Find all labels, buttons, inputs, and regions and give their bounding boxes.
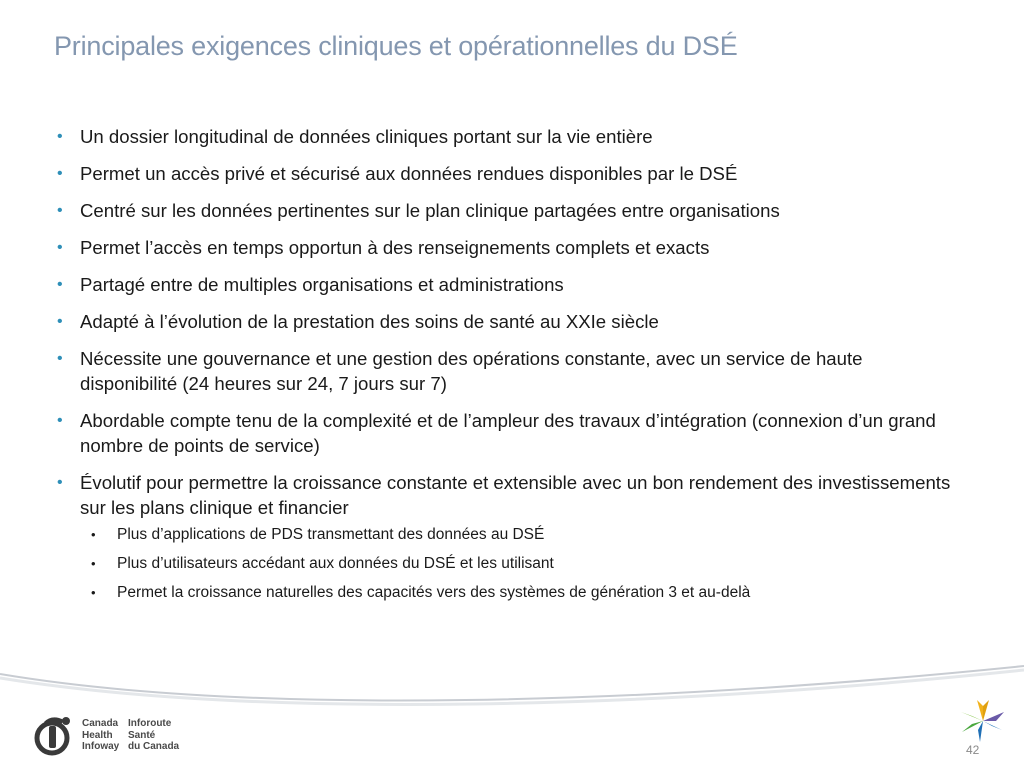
- bullet-item: [56, 235, 956, 260]
- bullet-item: [56, 198, 956, 223]
- footer-swoosh: [0, 640, 1024, 720]
- bullet-icon: •: [57, 350, 63, 367]
- infoway-logo-icon: [34, 712, 76, 758]
- sub-bullet-icon: •: [91, 527, 96, 542]
- bullet-list: [56, 124, 956, 615]
- sub-bullet-item: [80, 524, 956, 545]
- sub-bullet-item: [80, 553, 956, 574]
- logo-en-line: Health: [82, 729, 113, 741]
- bullet-text: Centré sur les données pertinentes sur le plan clinique partagées entre organisations: [80, 200, 780, 221]
- bullet-text: Adapté à l’évolution de la prestation des soins de santé au XXIe siècle: [80, 311, 659, 332]
- sub-bullet-item: [80, 582, 956, 603]
- sub-bullet-text: Permet la croissance naturelles des capacités vers des systèmes de génération 3 et au-delà: [117, 584, 751, 601]
- bullet-icon: •: [57, 165, 63, 182]
- bullet-icon: •: [57, 412, 63, 429]
- bullet-text: Partagé entre de multiples organisations et administrations: [80, 274, 564, 295]
- bullet-icon: •: [57, 474, 63, 491]
- bullet-text: Permet l’accès en temps opportun à des renseignements complets et exacts: [80, 237, 710, 258]
- bullet-text: Nécessite une gouvernance et une gestion des opérations constante, avec un service de haute disponibilité (24 heures sur 24, 7 jours sur 7): [80, 348, 863, 394]
- bullet-text: Abordable compte tenu de la complexité et de l’ampleur des travaux d’intégration (connexion d’un grand nombre de points de service): [80, 410, 936, 456]
- logo-fr-line: Santé: [128, 729, 156, 741]
- bullet-item: [56, 309, 956, 334]
- sub-bullet-text: Plus d’applications de PDS transmettant des données au DSÉ: [117, 526, 545, 543]
- logo-text-french: [128, 718, 179, 753]
- logo-en-line: Infoway: [82, 741, 120, 752]
- sub-bullet-text: Plus d’utilisateurs accédant aux données du DSÉ et les utilisant: [117, 555, 554, 572]
- bullet-item: [56, 124, 956, 149]
- bullet-text: Évolutif pour permettre la croissance constante et extensible avec un bon rendement des investissements sur les plans clinique et financier: [80, 472, 951, 518]
- logo-fr-line: du Canada: [128, 741, 180, 752]
- bullet-icon: •: [57, 276, 63, 293]
- slide-title: Principales exigences cliniques et opérationnelles du DSÉ: [54, 31, 738, 61]
- bullet-item: [56, 346, 956, 396]
- bullet-icon: •: [57, 313, 63, 330]
- page-number: 42: [966, 743, 980, 757]
- bullet-item: [56, 470, 956, 603]
- infoway-logo: [34, 712, 194, 758]
- logo-en-line: Canada: [82, 718, 119, 729]
- sub-bullet-icon: •: [91, 585, 96, 600]
- bullet-icon: •: [57, 239, 63, 256]
- logo-text-english: [82, 718, 119, 753]
- bullet-icon: •: [57, 202, 63, 219]
- bullet-item: [56, 272, 956, 297]
- bullet-icon: •: [57, 128, 63, 145]
- bullet-text: Permet un accès privé et sécurisé aux données rendues disponibles par le DSÉ: [80, 163, 738, 184]
- bullet-item: [56, 408, 956, 458]
- logo-fr-line: Inforoute: [128, 718, 172, 729]
- sub-bullet-icon: •: [91, 556, 96, 571]
- bullet-text: Un dossier longitudinal de données cliniques portant sur la vie entière: [80, 126, 653, 147]
- colored-star-icon: [958, 696, 1008, 746]
- bullet-item: [56, 161, 956, 186]
- sub-bullet-list: [80, 524, 956, 603]
